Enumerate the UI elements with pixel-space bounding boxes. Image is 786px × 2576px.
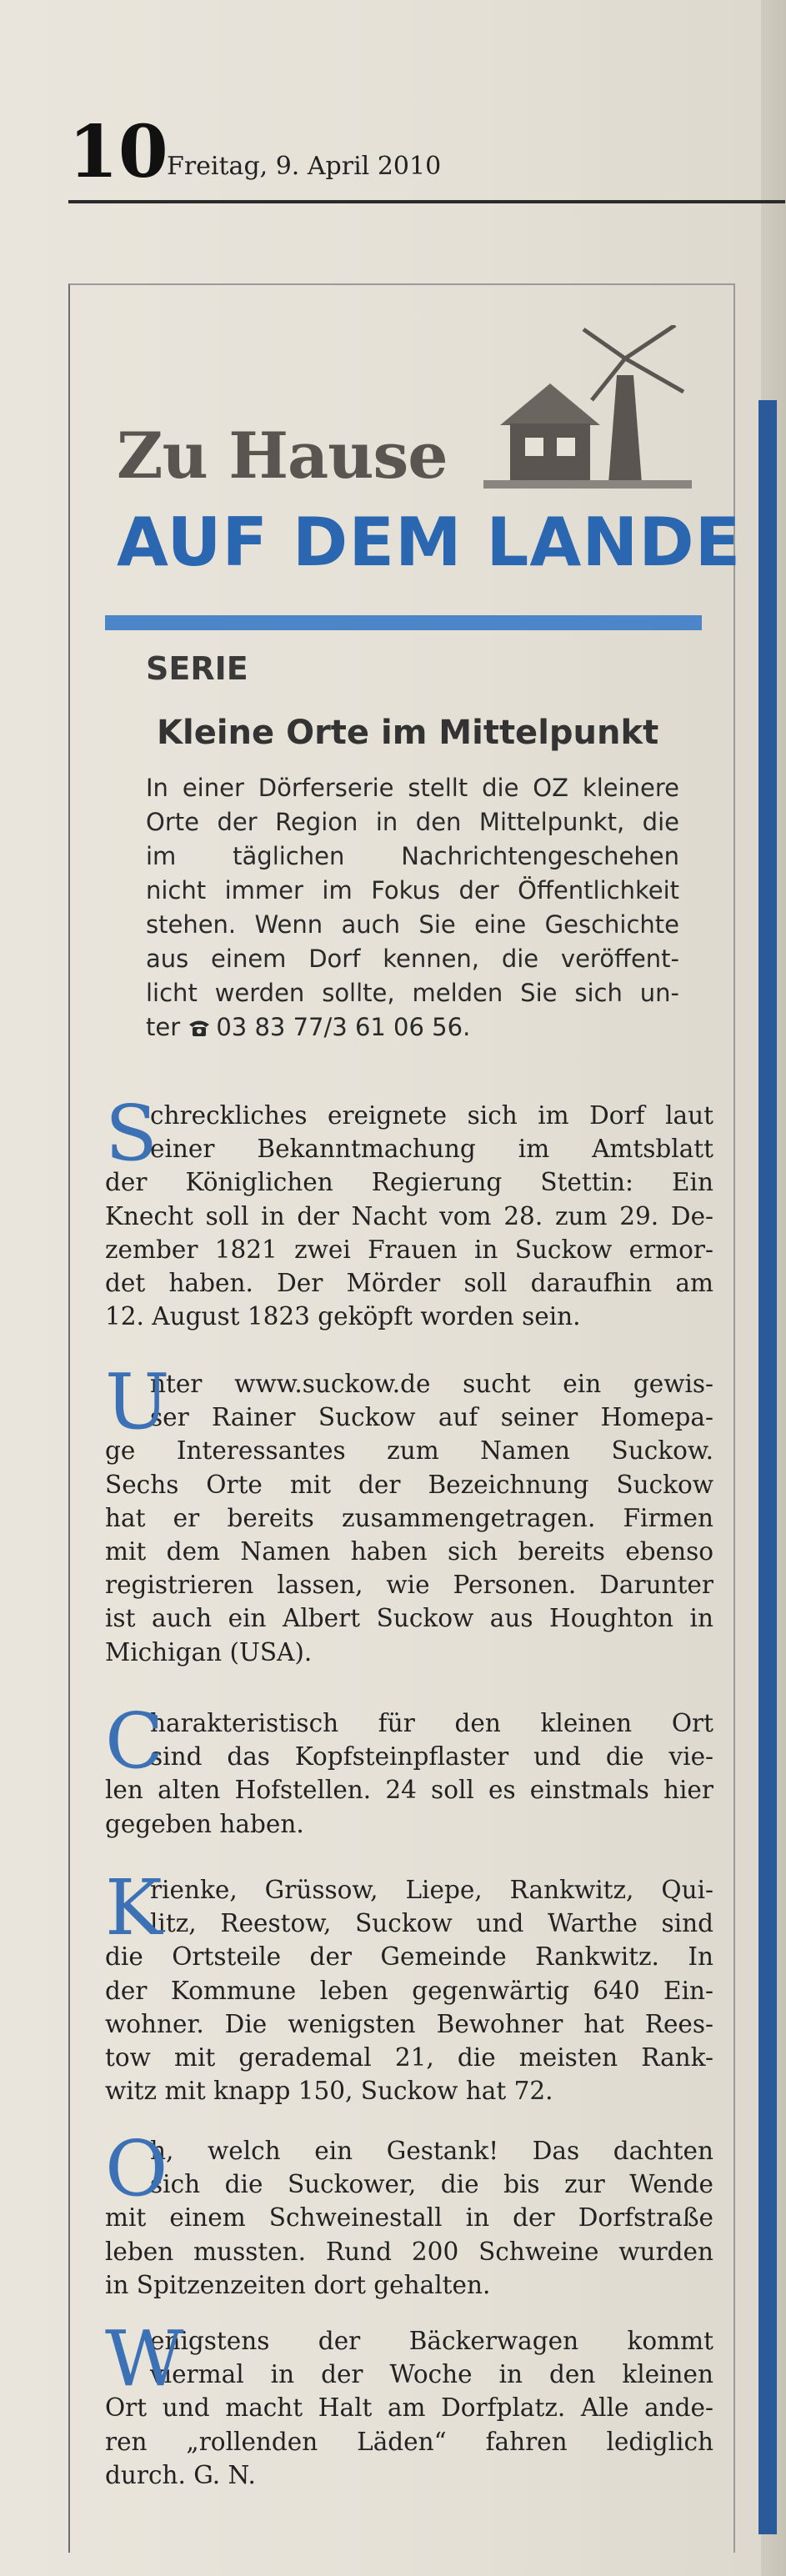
page-number: 10 <box>68 110 168 194</box>
intro-line: licht werden sollte, melden Sie sich un- <box>146 979 679 1007</box>
adjacent-column-strip <box>758 400 777 2534</box>
paragraph-line: mit dem Namen haben sich bereits ebenso <box>105 1537 713 1566</box>
paragraph-line: h, welch ein Gestank! Das dachten <box>150 2137 713 2165</box>
paragraph-line: det haben. Der Mörder soll daraufhin am <box>105 1269 713 1298</box>
paragraph-line: len alten Hofstellen. 24 soll es einstmals hier <box>105 1776 713 1805</box>
paragraph-line: ser Rainer Suckow auf seiner Homepa- <box>150 1403 713 1432</box>
paragraph-line: 12. August 1823 geköpft worden sein. <box>105 1302 581 1331</box>
header-rule <box>68 200 785 203</box>
article-paragraph <box>105 2314 713 2492</box>
intro-line: stehen. Wenn auch Sie eine Geschichte <box>146 910 679 939</box>
paragraph-line: litz, Reestow, Suckow und Warthe sind <box>150 1909 713 1938</box>
paragraph-line: die Ortsteile der Gemeinde Rankwitz. In <box>105 1942 713 1972</box>
paragraph-line: sind das Kopfsteinpflaster und die vie- <box>150 1742 713 1772</box>
intro-line: nicht immer im Fokus der Öffentlichkeit <box>146 876 679 905</box>
article-paragraph <box>105 1696 713 1841</box>
paragraph-line: Ort und macht Halt am Dorfplatz. Alle ande- <box>105 2393 713 2423</box>
paragraph-line: witz mit knapp 150, Suckow hat 72. <box>105 2077 553 2106</box>
telephone-icon <box>188 1019 211 1037</box>
drop-cap: W <box>105 2314 184 2403</box>
page-date: Freitag, 9. April 2010 <box>167 152 442 181</box>
paragraph-line: in Spitzenzeiten dort gehalten. <box>105 2270 491 2299</box>
intro-line: im täglichen Nachrichtengeschehen <box>146 842 679 870</box>
drop-cap: K <box>105 1863 163 1952</box>
paragraph-line: ge Interessantes zum Namen Suckow. <box>105 1436 713 1466</box>
phone-number: 03 83 77/3 61 06 56. <box>216 1013 471 1041</box>
drop-cap: U <box>105 1357 170 1446</box>
paragraph-line: tow mit gerademal 21, die meisten Rank- <box>105 2043 713 2072</box>
paragraph-line: registrieren lassen, wie Personen. Darunter <box>105 1571 713 1600</box>
logo-line-auf-dem-lande: AUF DEM LANDE <box>117 504 742 581</box>
farmhouse-windmill-icon <box>483 325 692 492</box>
paragraph-line: mit einem Schweinestall in der Dorfstraße <box>105 2203 713 2233</box>
paragraph-line: Sechs Orte mit der Bezeichnung Suckow <box>105 1470 713 1499</box>
paragraph-line: leben mussten. Rund 200 Schweine wurden <box>105 2237 713 2266</box>
paragraph-line: Michigan (USA). <box>105 1637 313 1666</box>
intro-text <box>146 771 679 1045</box>
drop-cap: C <box>105 1696 164 1786</box>
paragraph-line: harakteristisch für den kleinen Ort <box>150 1709 713 1737</box>
paragraph-line: nter www.suckow.de sucht ein gewis- <box>150 1370 713 1398</box>
drop-cap: O <box>105 2124 168 2213</box>
section-divider-bar <box>105 615 702 630</box>
paragraph-line: enigstens der Bäckerwagen kommt <box>150 2327 713 2355</box>
paragraph-line: durch. <box>105 2460 186 2489</box>
paragraph-line: gegeben haben. <box>105 1809 304 1838</box>
paragraph-line: der Königlichen Regierung Stettin: Ein <box>105 1168 713 1197</box>
paragraph-line: rienke, Grüssow, Liepe, Rankwitz, Qui- <box>150 1876 713 1904</box>
paragraph-line: hat er bereits zusammengetragen. Firmen <box>105 1503 713 1532</box>
intro-line: Orte der Region in den Mittelpunkt, die <box>146 808 679 836</box>
article-paragraph <box>105 1863 713 2107</box>
intro-heading: Kleine Orte im Mittelpunkt <box>157 714 659 752</box>
paragraph-line: wohner. Die wenigsten Bewohner hat Rees- <box>105 2009 713 2038</box>
paragraph-line: ren „rollenden Läden“ fahren lediglich <box>105 2427 713 2456</box>
intro-line: aus einem Dorf kennen, die veröffent- <box>146 945 679 973</box>
paragraph-line: ist auch ein Albert Suckow aus Houghton in <box>105 1604 713 1633</box>
paragraph-line: einer Bekanntmachung im Amtsblatt <box>150 1135 713 1164</box>
logo-line-zu-hause: Zu Hause <box>117 418 448 493</box>
intro-phone-line <box>146 1010 679 1045</box>
serie-label: SERIE <box>146 650 248 687</box>
article-paragraph <box>105 2124 713 2302</box>
phone-prefix: ter <box>146 1013 181 1041</box>
article-paragraph <box>105 1357 713 1669</box>
intro-line: In einer Dörferserie stellt die OZ kleinere <box>146 774 679 802</box>
paragraph-line: sich die Suckower, die bis zur Wende <box>150 2170 713 2199</box>
author-signature: G. N. <box>193 2460 256 2489</box>
article-paragraph <box>105 1089 713 1333</box>
paragraph-line: viermal in der Woche in den kleinen <box>150 2360 713 2389</box>
paragraph-line: zember 1821 zwei Frauen in Suckow ermor- <box>105 1235 713 1264</box>
drop-cap: S <box>105 1089 158 1178</box>
paragraph-line: der Kommune leben gegenwärtig 640 Ein- <box>105 1976 713 2005</box>
paragraph-line: Knecht soll in der Nacht vom 28. zum 29. De- <box>105 1201 713 1230</box>
series-logo <box>117 325 742 609</box>
paragraph-closing-line <box>105 2458 713 2492</box>
paragraph-line: chreckliches ereignete sich im Dorf laut <box>150 1101 713 1130</box>
